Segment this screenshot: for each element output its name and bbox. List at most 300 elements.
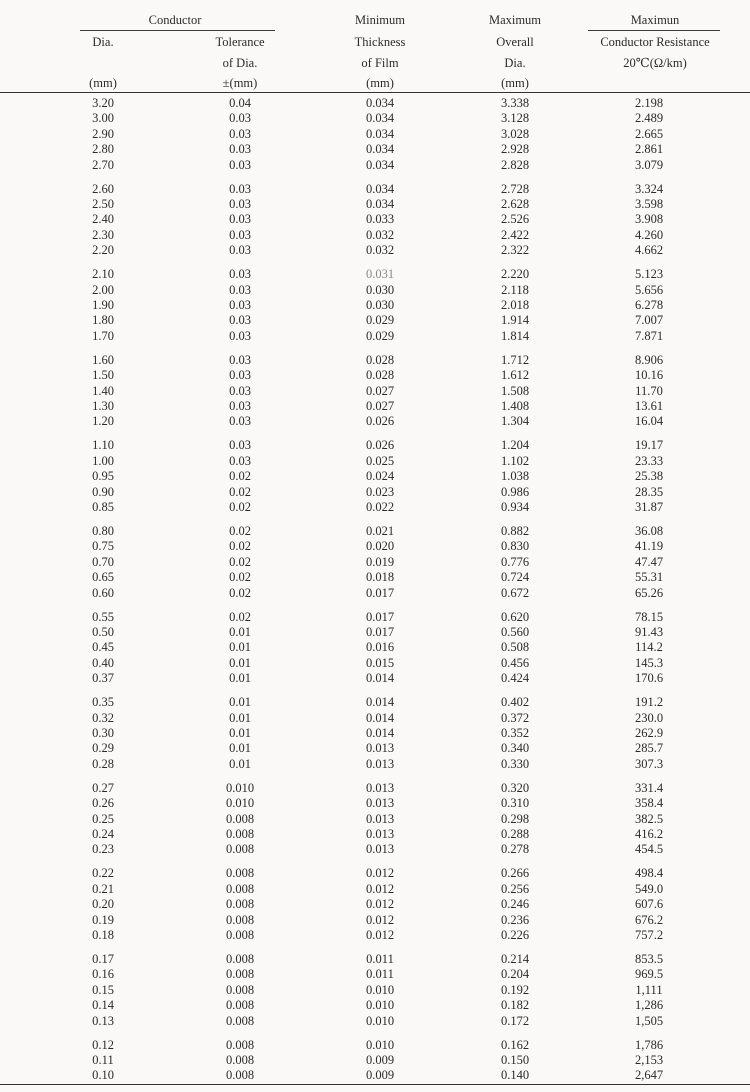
cell-max-resistance: 3.598 — [634, 197, 664, 211]
cell-tolerance: 0.03 — [229, 328, 251, 343]
cell-max-resistance: 1,505 — [634, 1013, 664, 1028]
cell-max-resistance: 454.5 — [634, 842, 664, 857]
cell-max-overall-dia: 0.340 — [500, 741, 530, 756]
cell-min-thickness: 0.026 — [365, 438, 395, 453]
header-of-dia: of Dia. — [222, 56, 258, 70]
header-max-unit: (mm) — [501, 76, 529, 90]
cell-min-thickness: 0.021 — [365, 524, 395, 538]
cell-max-resistance: 31.87 — [634, 500, 664, 514]
header-overall: Overall — [496, 35, 534, 49]
cell-dia: 0.10 — [92, 1068, 114, 1083]
cell-tolerance: 0.03 — [229, 298, 251, 312]
cell-tolerance: 0.01 — [229, 625, 251, 639]
cell-max-overall-dia: 1.102 — [500, 453, 530, 468]
cell-min-thickness: 0.032 — [365, 227, 395, 242]
cell-max-resistance: 498.4 — [634, 866, 664, 881]
cell-max-resistance: 549.0 — [634, 881, 664, 896]
cell-dia: 0.32 — [92, 710, 114, 725]
conductor-underline — [80, 30, 275, 31]
cell-tolerance: 0.008 — [225, 866, 255, 881]
cell-min-thickness: 0.032 — [365, 243, 395, 258]
cell-dia: 1.40 — [92, 383, 114, 398]
cell-min-thickness: 0.027 — [365, 399, 395, 413]
cell-max-resistance: 13.61 — [634, 399, 664, 413]
cell-tolerance: 0.03 — [229, 142, 251, 157]
cell-tolerance: 0.02 — [229, 539, 251, 554]
cell-tolerance: 0.03 — [229, 313, 251, 328]
cell-max-resistance: 3.908 — [634, 212, 664, 227]
cell-dia: 0.45 — [92, 640, 114, 655]
cell-min-thickness: 0.024 — [365, 469, 395, 484]
cell-max-overall-dia: 2.526 — [500, 212, 530, 227]
cell-dia: 1.90 — [92, 298, 114, 312]
cell-dia: 0.65 — [92, 570, 114, 585]
cell-max-resistance: 358.4 — [634, 796, 664, 811]
cell-max-resistance: 7.871 — [634, 328, 664, 343]
cell-max-resistance: 1,786 — [634, 1037, 664, 1052]
cell-max-overall-dia: 1.508 — [500, 383, 530, 398]
cell-dia: 2.30 — [92, 227, 114, 242]
cell-max-resistance: 47.47 — [634, 554, 664, 569]
cell-dia: 0.15 — [92, 982, 114, 997]
cell-max-overall-dia: 0.424 — [500, 671, 530, 686]
cell-max-overall-dia: 1.038 — [500, 469, 530, 484]
cell-max-overall-dia: 0.172 — [500, 1013, 530, 1028]
cell-tolerance: 0.008 — [225, 982, 255, 997]
cell-max-resistance: 11.70 — [635, 383, 663, 398]
cell-dia: 1.20 — [92, 414, 114, 429]
cell-max-overall-dia: 1.814 — [500, 328, 530, 343]
cell-tolerance: 0.008 — [225, 1068, 255, 1083]
cell-max-resistance: 2.861 — [634, 142, 664, 157]
cell-max-resistance: 10.16 — [634, 368, 664, 383]
cell-max-overall-dia: 0.162 — [500, 1037, 530, 1052]
cell-dia: 1.80 — [92, 313, 114, 328]
header-resistance-unit: 20℃(Ω/km) — [623, 56, 687, 70]
cell-max-overall-dia: 2.928 — [500, 142, 530, 157]
cell-tolerance: 0.02 — [229, 609, 251, 624]
cell-max-overall-dia: 0.182 — [500, 998, 530, 1013]
cell-tolerance: 0.03 — [229, 181, 251, 196]
cell-tolerance: 0.01 — [229, 756, 251, 771]
header-maximun: Maximun — [630, 13, 680, 27]
cell-dia: 3.20 — [92, 96, 114, 110]
cell-min-thickness: 0.014 — [365, 710, 395, 725]
cell-tolerance: 0.008 — [225, 928, 255, 942]
cell-max-resistance: 4.662 — [634, 243, 664, 258]
cell-tolerance: 0.02 — [229, 570, 251, 585]
cell-tolerance: 0.01 — [229, 655, 251, 670]
header-min-unit: (mm) — [366, 76, 394, 90]
cell-min-thickness: 0.020 — [365, 539, 395, 554]
cell-max-resistance: 331.4 — [634, 780, 664, 795]
cell-dia: 0.95 — [92, 469, 114, 484]
cell-max-resistance: 23.33 — [634, 453, 664, 468]
cell-tolerance: 0.03 — [229, 212, 251, 227]
cell-dia: 0.30 — [92, 726, 114, 740]
cell-min-thickness: 0.017 — [365, 585, 395, 600]
header-maximum: Maximum — [488, 13, 542, 27]
cell-tolerance: 0.01 — [229, 640, 251, 655]
header-dia-unit: (mm) — [89, 76, 117, 90]
cell-max-resistance: 969.5 — [634, 967, 664, 982]
cell-dia: 0.50 — [92, 625, 114, 639]
cell-max-resistance: 2.665 — [634, 126, 664, 141]
cell-max-resistance: 191.2 — [634, 695, 664, 710]
cell-max-overall-dia: 0.298 — [500, 811, 530, 826]
cell-tolerance: 0.02 — [229, 469, 251, 484]
header-minimum: Minimum — [354, 13, 405, 27]
cell-dia: 0.11 — [92, 1053, 114, 1067]
cell-tolerance: 0.008 — [225, 1053, 255, 1067]
cell-min-thickness: 0.017 — [365, 625, 395, 639]
cell-max-overall-dia: 0.310 — [500, 796, 530, 811]
cell-tolerance: 0.03 — [229, 227, 251, 242]
cell-min-thickness: 0.034 — [365, 126, 395, 141]
cell-dia: 0.17 — [92, 952, 114, 966]
cell-dia: 1.30 — [92, 399, 114, 413]
cell-min-thickness: 0.029 — [365, 313, 395, 328]
cell-dia: 1.10 — [92, 438, 114, 453]
cell-max-overall-dia: 0.352 — [500, 726, 530, 740]
cell-max-resistance: 91.43 — [634, 625, 664, 639]
cell-dia: 0.28 — [92, 756, 114, 771]
cell-min-thickness: 0.013 — [365, 811, 395, 826]
cell-max-overall-dia: 2.828 — [500, 157, 530, 172]
cell-tolerance: 0.010 — [225, 796, 255, 811]
cell-min-thickness: 0.009 — [365, 1053, 395, 1067]
cell-dia: 0.16 — [92, 967, 114, 982]
cell-max-overall-dia: 0.372 — [500, 710, 530, 725]
cell-max-overall-dia: 3.028 — [500, 126, 530, 141]
cell-dia: 2.00 — [92, 282, 114, 297]
cell-max-resistance: 2,153 — [634, 1053, 664, 1067]
cell-dia: 0.85 — [92, 500, 114, 514]
cell-min-thickness: 0.013 — [365, 827, 395, 841]
cell-tolerance: 0.03 — [229, 453, 251, 468]
cell-max-resistance: 382.5 — [634, 811, 664, 826]
cell-max-overall-dia: 1.204 — [500, 438, 530, 453]
cell-dia: 0.25 — [92, 811, 114, 826]
cell-max-overall-dia: 0.266 — [500, 866, 530, 881]
cell-dia: 0.75 — [92, 539, 114, 554]
cell-dia: 0.14 — [92, 998, 114, 1013]
cell-max-overall-dia: 0.278 — [500, 842, 530, 857]
cell-tolerance: 0.008 — [225, 1037, 255, 1052]
cell-max-overall-dia: 2.728 — [500, 181, 530, 196]
cell-max-resistance: 416.2 — [634, 827, 664, 841]
cell-tolerance: 0.008 — [225, 811, 255, 826]
cell-tolerance: 0.03 — [229, 111, 251, 126]
cell-tolerance: 0.03 — [229, 157, 251, 172]
cell-min-thickness: 0.034 — [365, 111, 395, 126]
cell-tolerance: 0.01 — [229, 671, 251, 686]
cell-tolerance: 0.010 — [225, 780, 255, 795]
cell-tolerance: 0.008 — [225, 998, 255, 1013]
cell-max-resistance: 2,647 — [634, 1068, 664, 1083]
cell-dia: 3.00 — [92, 111, 114, 126]
cell-tolerance: 0.02 — [229, 524, 251, 538]
cell-min-thickness: 0.028 — [365, 368, 395, 383]
cell-min-thickness: 0.014 — [365, 726, 395, 740]
cell-max-resistance: 676.2 — [634, 912, 664, 927]
cell-max-resistance: 8.906 — [634, 352, 664, 367]
cell-max-overall-dia: 2.628 — [500, 197, 530, 211]
cell-dia: 1.60 — [92, 352, 114, 367]
cell-min-thickness: 0.011 — [366, 952, 394, 966]
cell-tolerance: 0.03 — [229, 383, 251, 398]
cell-min-thickness: 0.010 — [365, 982, 395, 997]
cell-tolerance: 0.008 — [225, 952, 255, 966]
cell-max-overall-dia: 0.256 — [500, 881, 530, 896]
cell-dia: 2.40 — [92, 212, 114, 227]
cell-dia: 0.21 — [92, 881, 114, 896]
cell-max-resistance: 19.17 — [634, 438, 664, 453]
cell-tolerance: 0.008 — [225, 827, 255, 841]
cell-max-overall-dia: 0.508 — [500, 640, 530, 655]
cell-dia: 0.22 — [92, 866, 114, 881]
cell-max-overall-dia: 0.402 — [500, 695, 530, 710]
cell-dia: 0.35 — [92, 695, 114, 710]
cell-min-thickness: 0.018 — [365, 570, 395, 585]
cell-max-overall-dia: 3.128 — [500, 111, 530, 126]
cell-tolerance: 0.02 — [229, 585, 251, 600]
cell-dia: 0.26 — [92, 796, 114, 811]
cell-max-overall-dia: 0.830 — [500, 539, 530, 554]
cell-min-thickness: 0.023 — [365, 484, 395, 499]
cell-tolerance: 0.008 — [225, 842, 255, 857]
cell-tolerance: 0.008 — [225, 897, 255, 912]
cell-min-thickness: 0.028 — [365, 352, 395, 367]
cell-max-resistance: 1,286 — [634, 998, 664, 1013]
cell-max-overall-dia: 3.338 — [500, 96, 530, 110]
cell-dia: 2.90 — [92, 126, 114, 141]
cell-min-thickness: 0.013 — [365, 756, 395, 771]
cell-max-resistance: 3.079 — [634, 157, 664, 172]
cell-dia: 0.70 — [92, 554, 114, 569]
cell-max-overall-dia: 0.934 — [500, 500, 530, 514]
cell-tolerance: 0.008 — [225, 1013, 255, 1028]
cell-min-thickness: 0.010 — [365, 1013, 395, 1028]
cell-dia: 0.80 — [92, 524, 114, 538]
cell-max-overall-dia: 0.288 — [500, 827, 530, 841]
cell-max-overall-dia: 0.236 — [500, 912, 530, 927]
cell-max-resistance: 25.38 — [634, 469, 664, 484]
cell-max-overall-dia: 2.220 — [500, 267, 530, 282]
cell-dia: 0.27 — [92, 780, 114, 795]
cell-max-overall-dia: 0.620 — [500, 609, 530, 624]
cell-max-resistance: 607.6 — [634, 897, 664, 912]
cell-tolerance: 0.01 — [229, 695, 251, 710]
cell-min-thickness: 0.034 — [365, 142, 395, 157]
cell-min-thickness: 0.013 — [365, 842, 395, 857]
cell-max-resistance: 3.324 — [634, 181, 664, 196]
cell-max-overall-dia: 0.986 — [500, 484, 530, 499]
cell-min-thickness: 0.015 — [365, 655, 395, 670]
cell-max-overall-dia: 0.204 — [500, 967, 530, 982]
cell-max-resistance: 114.2 — [635, 640, 663, 655]
cell-min-thickness: 0.012 — [365, 881, 395, 896]
cell-min-thickness: 0.011 — [366, 967, 394, 982]
cell-max-overall-dia: 0.776 — [500, 554, 530, 569]
header-tolerance-unit: ±(mm) — [222, 76, 258, 90]
cell-max-overall-dia: 0.226 — [500, 928, 530, 942]
cell-max-overall-dia: 1.612 — [500, 368, 530, 383]
cell-max-overall-dia: 1.304 — [500, 414, 530, 429]
cell-max-overall-dia: 2.422 — [500, 227, 530, 242]
cell-max-resistance: 4.260 — [634, 227, 664, 242]
cell-dia: 0.37 — [92, 671, 114, 686]
cell-max-resistance: 1,111 — [635, 982, 663, 997]
cell-max-resistance: 55.31 — [634, 570, 664, 585]
cell-max-overall-dia: 0.560 — [500, 625, 530, 639]
cell-tolerance: 0.03 — [229, 368, 251, 383]
cell-dia: 1.50 — [92, 368, 114, 383]
cell-dia: 0.90 — [92, 484, 114, 499]
cell-min-thickness: 0.013 — [365, 780, 395, 795]
cell-min-thickness: 0.012 — [365, 866, 395, 881]
cell-tolerance: 0.03 — [229, 243, 251, 258]
cell-max-overall-dia: 0.882 — [500, 524, 530, 538]
cell-dia: 2.80 — [92, 142, 114, 157]
cell-min-thickness: 0.017 — [365, 609, 395, 624]
cell-max-overall-dia: 0.320 — [500, 780, 530, 795]
cell-tolerance: 0.03 — [229, 352, 251, 367]
cell-tolerance: 0.04 — [229, 96, 251, 110]
resistance-underline — [588, 30, 720, 31]
cell-dia: 2.50 — [92, 197, 114, 211]
cell-max-overall-dia: 2.118 — [501, 282, 529, 297]
header-thickness: Thickness — [354, 35, 406, 49]
cell-max-resistance: 36.08 — [634, 524, 664, 538]
cell-min-thickness: 0.013 — [365, 796, 395, 811]
cell-tolerance: 0.02 — [229, 554, 251, 569]
cell-max-overall-dia: 1.408 — [500, 399, 530, 413]
cell-max-overall-dia: 0.192 — [500, 982, 530, 997]
cell-max-overall-dia: 0.672 — [500, 585, 530, 600]
header-overall-dia: Dia. — [504, 56, 526, 70]
cell-dia: 0.18 — [92, 928, 114, 942]
cell-dia: 2.60 — [92, 181, 114, 196]
header-dia: Dia. — [92, 35, 114, 49]
cell-tolerance: 0.03 — [229, 414, 251, 429]
cell-min-thickness: 0.030 — [365, 282, 395, 297]
cell-max-overall-dia: 0.456 — [500, 655, 530, 670]
cell-tolerance: 0.008 — [225, 881, 255, 896]
cell-min-thickness: 0.013 — [365, 741, 395, 756]
cell-min-thickness: 0.009 — [365, 1068, 395, 1083]
cell-dia: 0.20 — [92, 897, 114, 912]
cell-max-overall-dia: 1.712 — [500, 352, 530, 367]
cell-dia: 2.10 — [92, 267, 114, 282]
cell-max-resistance: 262.9 — [634, 726, 664, 740]
cell-min-thickness: 0.033 — [365, 212, 395, 227]
cell-min-thickness: 0.025 — [365, 453, 395, 468]
cell-dia: 0.23 — [92, 842, 114, 857]
cell-max-resistance: 230.0 — [634, 710, 664, 725]
cell-max-resistance: 5.656 — [634, 282, 664, 297]
header-conductor: Conductor — [148, 13, 202, 27]
cell-tolerance: 0.02 — [229, 484, 251, 499]
cell-max-overall-dia: 2.322 — [500, 243, 530, 258]
cell-min-thickness: 0.012 — [365, 897, 395, 912]
cell-max-resistance: 5.123 — [634, 267, 664, 282]
cell-tolerance: 0.03 — [229, 197, 251, 211]
cell-min-thickness: 0.026 — [365, 414, 395, 429]
cell-tolerance: 0.03 — [229, 282, 251, 297]
cell-max-resistance: 2.489 — [634, 111, 664, 126]
cell-max-overall-dia: 0.246 — [500, 897, 530, 912]
cell-max-resistance: 78.15 — [634, 609, 664, 624]
cell-min-thickness: 0.034 — [365, 181, 395, 196]
cell-min-thickness: 0.029 — [365, 328, 395, 343]
header-rule — [0, 92, 750, 93]
cell-dia: 0.12 — [92, 1037, 114, 1052]
cell-max-resistance: 307.3 — [634, 756, 664, 771]
cell-tolerance: 0.008 — [225, 912, 255, 927]
cell-max-overall-dia: 2.018 — [500, 298, 530, 312]
cell-max-overall-dia: 0.724 — [500, 570, 530, 585]
cell-max-resistance: 285.7 — [634, 741, 664, 756]
cell-min-thickness: 0.012 — [365, 928, 395, 942]
cell-dia: 0.40 — [92, 655, 114, 670]
cell-min-thickness: 0.010 — [365, 1037, 395, 1052]
cell-min-thickness: 0.012 — [365, 912, 395, 927]
cell-dia: 2.20 — [92, 243, 114, 258]
cell-max-overall-dia: 0.140 — [500, 1068, 530, 1083]
cell-dia: 1.00 — [92, 453, 114, 468]
cell-max-resistance: 6.278 — [634, 298, 664, 312]
cell-min-thickness: 0.034 — [365, 157, 395, 172]
cell-max-resistance: 16.04 — [634, 414, 664, 429]
cell-min-thickness: 0.034 — [365, 96, 395, 110]
cell-min-thickness: 0.019 — [365, 554, 395, 569]
bottom-rule — [0, 1084, 750, 1085]
cell-dia: 0.55 — [92, 609, 114, 624]
cell-max-resistance: 2.198 — [634, 96, 664, 110]
cell-dia: 1.70 — [92, 328, 114, 343]
header-of-film: of Film — [361, 56, 399, 70]
cell-max-resistance: 41.19 — [634, 539, 664, 554]
cell-dia: 0.13 — [92, 1013, 114, 1028]
cell-tolerance: 0.03 — [229, 267, 251, 282]
cell-dia: 0.24 — [92, 827, 114, 841]
cell-min-thickness: 0.030 — [365, 298, 395, 312]
cell-tolerance: 0.01 — [229, 726, 251, 740]
cell-dia: 2.70 — [92, 157, 114, 172]
cell-max-resistance: 7.007 — [634, 313, 664, 328]
cell-min-thickness: 0.022 — [365, 500, 395, 514]
cell-tolerance: 0.02 — [229, 500, 251, 514]
header-tolerance: Tolerance — [215, 35, 265, 49]
cell-tolerance: 0.03 — [229, 399, 251, 413]
cell-max-resistance: 853.5 — [634, 952, 664, 966]
cell-max-overall-dia: 1.914 — [500, 313, 530, 328]
cell-min-thickness: 0.014 — [365, 695, 395, 710]
cell-max-resistance: 65.26 — [634, 585, 664, 600]
cell-min-thickness: 0.034 — [365, 197, 395, 211]
cell-max-resistance: 757.2 — [634, 928, 664, 942]
cell-tolerance: 0.01 — [229, 741, 251, 756]
cell-dia: 0.29 — [92, 741, 114, 756]
cell-max-resistance: 145.3 — [634, 655, 664, 670]
cell-max-overall-dia: 0.214 — [500, 952, 530, 966]
cell-max-resistance: 170.6 — [634, 671, 664, 686]
cell-min-thickness: 0.010 — [365, 998, 395, 1013]
cell-tolerance: 0.01 — [229, 710, 251, 725]
cell-min-thickness: 0.014 — [365, 671, 395, 686]
cell-dia: 0.60 — [92, 585, 114, 600]
